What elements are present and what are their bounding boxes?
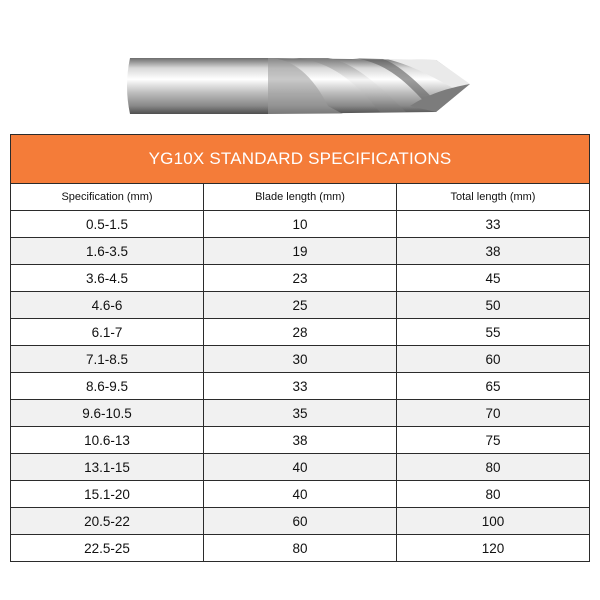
cell-total-length: 33 <box>397 211 590 238</box>
cell-blade-length: 35 <box>204 400 397 427</box>
cell-specification: 10.6-13 <box>11 427 204 454</box>
table-row <box>11 238 590 265</box>
cell-blade-length: 33 <box>204 373 397 400</box>
cell-total-length: 80 <box>397 481 590 508</box>
table-row <box>11 535 590 562</box>
cell-specification: 20.5-22 <box>11 508 204 535</box>
header-specification: Specification (mm) <box>11 184 204 211</box>
cell-specification: 13.1-15 <box>11 454 204 481</box>
cell-total-length: 45 <box>397 265 590 292</box>
cell-blade-length: 25 <box>204 292 397 319</box>
cell-blade-length: 19 <box>204 238 397 265</box>
cell-total-length: 100 <box>397 508 590 535</box>
cell-blade-length: 30 <box>204 346 397 373</box>
cell-total-length: 70 <box>397 400 590 427</box>
cell-specification: 15.1-20 <box>11 481 204 508</box>
cell-blade-length: 40 <box>204 481 397 508</box>
cell-total-length: 50 <box>397 292 590 319</box>
table-title: YG10X STANDARD SPECIFICATIONS <box>11 135 590 184</box>
cell-specification: 7.1-8.5 <box>11 346 204 373</box>
cell-blade-length: 28 <box>204 319 397 346</box>
cell-total-length: 65 <box>397 373 590 400</box>
cell-specification: 3.6-4.5 <box>11 265 204 292</box>
cell-total-length: 55 <box>397 319 590 346</box>
header-total-length: Total length (mm) <box>397 184 590 211</box>
cell-blade-length: 40 <box>204 454 397 481</box>
cell-total-length: 120 <box>397 535 590 562</box>
table-row <box>11 265 590 292</box>
cell-total-length: 60 <box>397 346 590 373</box>
table-row <box>11 400 590 427</box>
header-row <box>11 184 590 211</box>
cell-blade-length: 10 <box>204 211 397 238</box>
cell-specification: 9.6-10.5 <box>11 400 204 427</box>
cell-blade-length: 60 <box>204 508 397 535</box>
table-row <box>11 508 590 535</box>
cell-specification: 1.6-3.5 <box>11 238 204 265</box>
drill-bit-icon <box>118 46 488 126</box>
table-row <box>11 481 590 508</box>
cell-specification: 0.5-1.5 <box>11 211 204 238</box>
specifications-table <box>10 134 590 562</box>
table-row <box>11 292 590 319</box>
cell-total-length: 38 <box>397 238 590 265</box>
table-row <box>11 346 590 373</box>
table-row <box>11 211 590 238</box>
cell-specification: 4.6-6 <box>11 292 204 319</box>
table-row <box>11 373 590 400</box>
cell-blade-length: 23 <box>204 265 397 292</box>
drill-bit-image <box>118 46 488 126</box>
cell-blade-length: 38 <box>204 427 397 454</box>
cell-blade-length: 80 <box>204 535 397 562</box>
cell-total-length: 80 <box>397 454 590 481</box>
table-row <box>11 427 590 454</box>
cell-specification: 8.6-9.5 <box>11 373 204 400</box>
header-blade-length: Blade length (mm) <box>204 184 397 211</box>
cell-total-length: 75 <box>397 427 590 454</box>
cell-specification: 22.5-25 <box>11 535 204 562</box>
table-row <box>11 319 590 346</box>
table-row <box>11 454 590 481</box>
cell-specification: 6.1-7 <box>11 319 204 346</box>
